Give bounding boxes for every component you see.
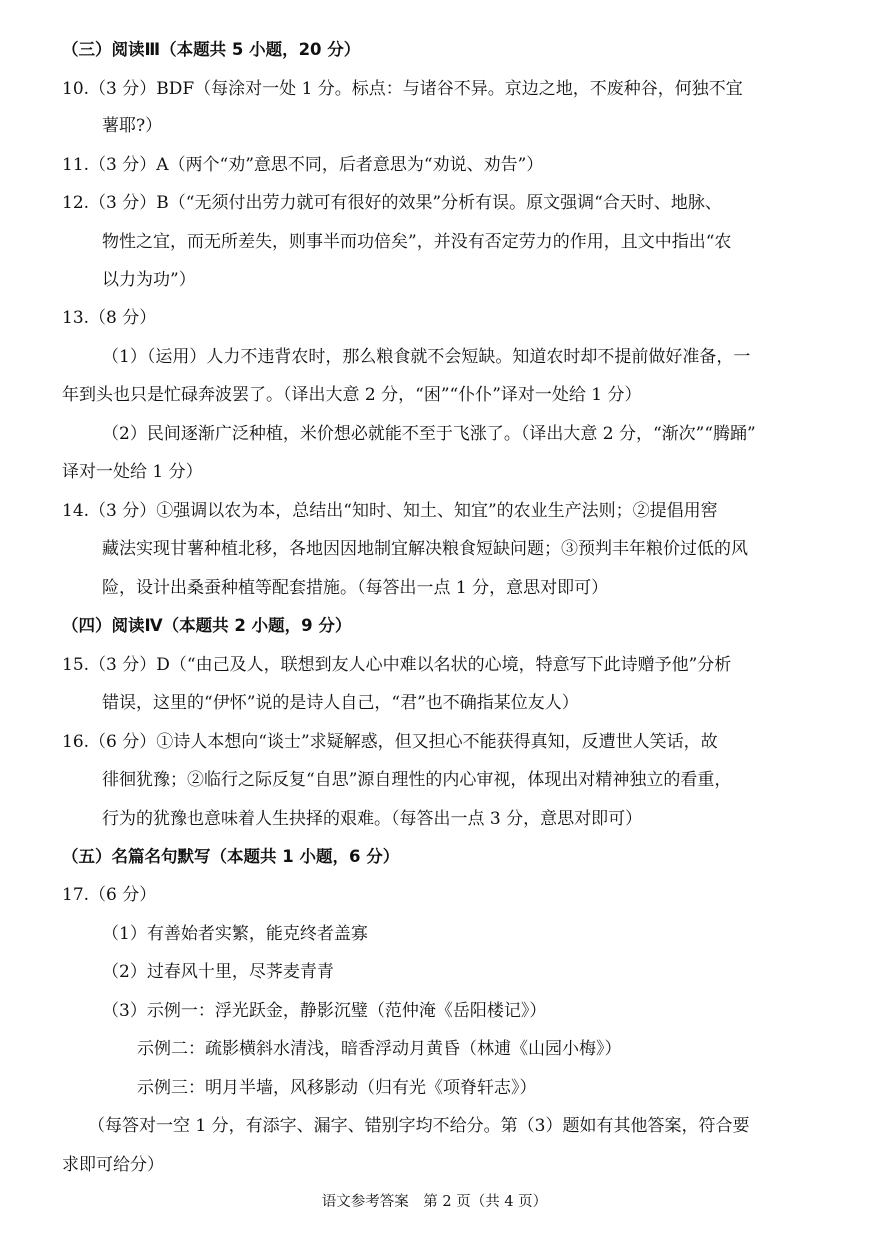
- answer-15-line-2: 错误，这里的“伊怀”说的是诗人自己，“君”也不确指某位友人）: [102, 693, 579, 713]
- page-footer: 语文参考答案 第 2 页（共 4 页）: [321, 1194, 548, 1210]
- answer-10-line-1: 10.（3 分）BDF（每涂对一处 1 分。标点：与诸谷不异。京边之地，不废种谷，何独不宜: [62, 79, 743, 99]
- answer-17-part-2: （2）过春风十里，尽荠麦青青: [102, 962, 334, 982]
- answer-13-part-2-line-1: （2）民间逐渐广泛种植，米价想必就能不至于飞涨了。（译出大意 2 分，“渐次”“腾踊”: [102, 424, 756, 444]
- section-heading-dictation: （五）名篇名句默写（本题共 1 小题，6 分）: [62, 847, 400, 866]
- answer-17-part-1: （1）有善始者实繁，能克终者盖寡: [102, 924, 368, 944]
- answer-12-line-3: 以力为功”）: [102, 270, 196, 290]
- answer-12-line-1: 12.（3 分）B（“无须付出劳力就可有很好的效果”分析有误。原文强调“合天时、地脉、: [62, 193, 722, 213]
- answer-11-line-1: 11.（3 分）A（两个“劝”意思不同，后者意思为“劝说、劝告”）: [62, 155, 544, 175]
- answer-17-part-3-example-3: 示例三：明月半墙，风移影动（归有光《项脊轩志》）: [137, 1078, 537, 1098]
- answer-16-line-1: 16.（6 分）①诗人本想向“谈士”求疑解惑，但又担心不能获得真知，反遭世人笑话，故: [62, 732, 718, 752]
- answer-10-line-2: 薯耶?）: [102, 116, 163, 136]
- answer-17-heading: 17.（6 分）: [62, 885, 157, 905]
- answer-13-part-1-line-1: （1）（运用）人力不违背农时，那么粮食就不会短缺。知道农时却不提前做好准备，一: [102, 347, 751, 367]
- answer-17-part-3-example-2: 示例二：疏影横斜水清浅，暗香浮动月黄昏（林逋《山园小梅》）: [137, 1039, 622, 1059]
- answer-13-part-2-line-2: 译对一处给 1 分）: [62, 462, 203, 482]
- answer-14-line-3: 险，设计出桑蚕种植等配套措施。（每答出一点 1 分，意思对即可）: [102, 578, 609, 598]
- section-heading-reading-3: （三）阅读Ⅲ（本题共 5 小题，20 分）: [62, 40, 361, 59]
- answer-16-line-2: 徘徊犹豫；②临行之际反复“自思”源自理性的内心审视，体现出对精神独立的看重，: [102, 770, 732, 790]
- answer-14-line-1: 14.（3 分）①强调以农为本，总结出“知时、知土、知宜”的农业生产法则；②提倡用窖: [62, 501, 718, 521]
- answer-12-line-2: 物性之宜，而无所差失，则事半而功倍矣”，并没有否定劳力的作用，且文中指出“农: [102, 232, 732, 252]
- answer-16-line-3: 行为的犹豫也意味着人生抉择的艰难。（每答出一点 3 分，意思对即可）: [102, 809, 643, 829]
- answer-13-heading: 13.（8 分）: [62, 308, 157, 328]
- answer-14-line-2: 藏法实现甘薯种植北移，各地因因地制宜解决粮食短缺问题；③预判丰年粮价过低的风: [102, 539, 748, 559]
- answer-17-part-3-example-1: （3）示例一：浮光跃金，静影沉璧（范仲淹《岳阳楼记》）: [102, 1001, 547, 1021]
- answer-15-line-1: 15.（3 分）D（“由己及人，联想到友人心中难以名状的心境，特意写下此诗赠予他”分析: [62, 655, 732, 675]
- answer-17-note-line-1: （每答对一空 1 分，有添字、漏字、错别字均不给分。第（3）题如有其他答案，符合要: [88, 1116, 750, 1136]
- answer-17-note-line-2: 求即可给分）: [62, 1155, 164, 1175]
- answer-13-part-1-line-2: 年到头也只是忙碌奔波罢了。（译出大意 2 分，“困”“仆仆”译对一处给 1 分）: [62, 385, 642, 405]
- section-heading-reading-4: （四）阅读Ⅳ（本题共 2 小题，9 分）: [62, 616, 352, 635]
